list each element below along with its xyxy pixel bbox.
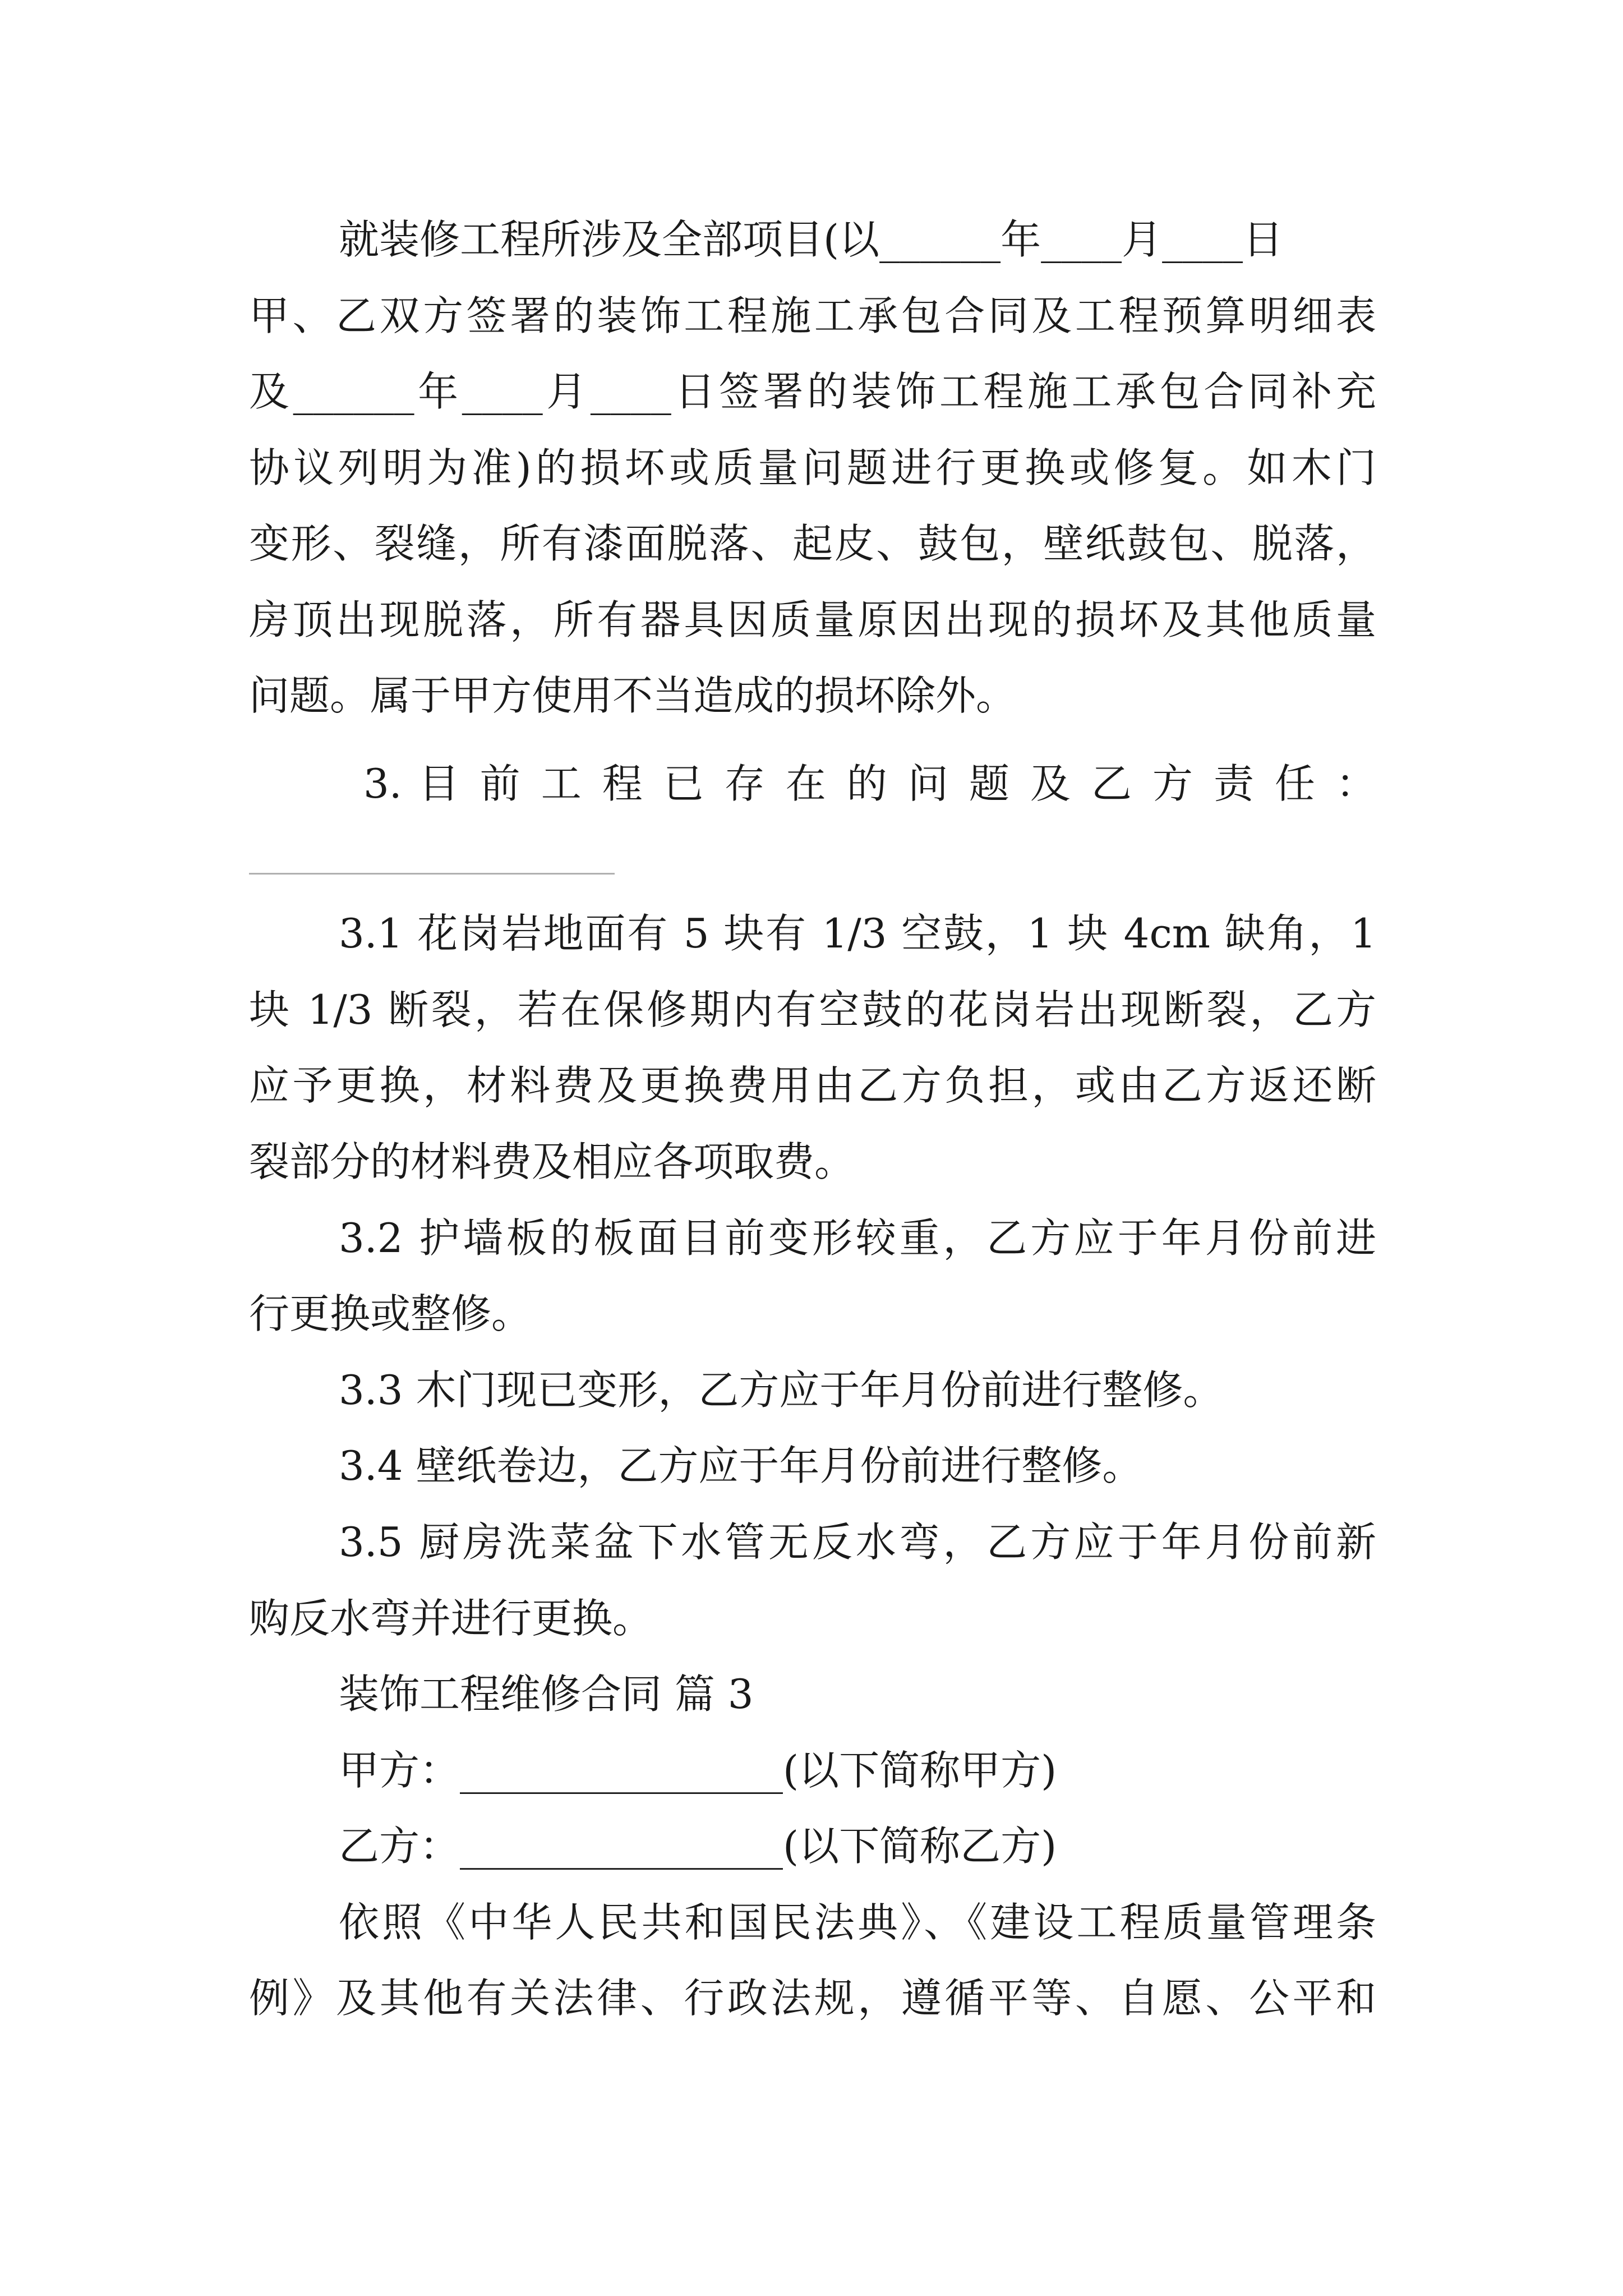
contract-title: 装饰工程维修合同 篇 3	[339, 1671, 754, 1718]
para1-line-5: 变形、裂缝，所有漆面脱落、起皮、鼓包，壁纸鼓包、脱落，	[249, 520, 1376, 567]
closing-line-2: 例》及其他有关法律、行政法规，遵循平等、自愿、公平和	[249, 1975, 1376, 2022]
para1-line-4: 协议列明为准)的损坏或质量问题进行更换或修复。如木门	[249, 444, 1376, 491]
item-3-5-line-1: 3.5 厨房洗菜盆下水管无反水弯，乙方应于年月份前新	[339, 1519, 1376, 1566]
item-3-2-line-1: 3.2 护墙板的板面目前变形较重，乙方应于年月份前进	[339, 1214, 1376, 1262]
item-3-1-line-2: 块 1/3 断裂，若在保修期内有空鼓的花岗岩出现断裂，乙方	[249, 986, 1376, 1033]
item-3-1-line-1: 3.1 花岗岩地面有 5 块有 1/3 空鼓，1 块 4cm 缺角，1	[339, 910, 1376, 957]
para1-line-3: 及______年____月____日签署的装饰工程施工承包合同补充	[249, 368, 1376, 415]
para1-line-1: 就装修工程所涉及全部项目(以______年____月____日	[339, 216, 1284, 263]
closing-line-1: 依照《中华人民共和国民法典》、《建设工程质量管理条	[339, 1899, 1376, 1946]
para1-line-6: 房顶出现脱落，所有器具因质量原因出现的损坏及其他质量	[249, 596, 1376, 643]
item-3-4: 3.4 壁纸卷边，乙方应于年月份前进行整修。	[339, 1442, 1143, 1489]
party-a-line: 甲方：________________(以下简称甲方)	[339, 1747, 1057, 1794]
item-3-3: 3.3 木门现已变形，乙方应于年月份前进行整修。	[339, 1366, 1224, 1414]
item-3-5-line-2: 购反水弯并进行更换。	[249, 1595, 653, 1642]
item-3-1-line-3: 应予更换，材料费及更换费用由乙方负担，或由乙方返还断	[249, 1062, 1376, 1109]
para1-line-2: 甲、乙双方签署的装饰工程施工承包合同及工程预算明细表	[249, 292, 1376, 339]
item-3-1-line-4: 裂部分的材料费及相应各项取费。	[249, 1138, 855, 1185]
horizontal-rule	[249, 873, 615, 875]
section-3-heading: 3. 目 前 工 程 已 存 在 的 问 题 及 乙 方 责 任 ：	[363, 760, 1376, 807]
party-b-line: 乙方：________________(以下简称乙方)	[339, 1823, 1057, 1870]
para1-line-7: 问题。属于甲方使用不当造成的损坏除外。	[249, 672, 1017, 719]
item-3-2-line-2: 行更换或整修。	[249, 1290, 532, 1337]
